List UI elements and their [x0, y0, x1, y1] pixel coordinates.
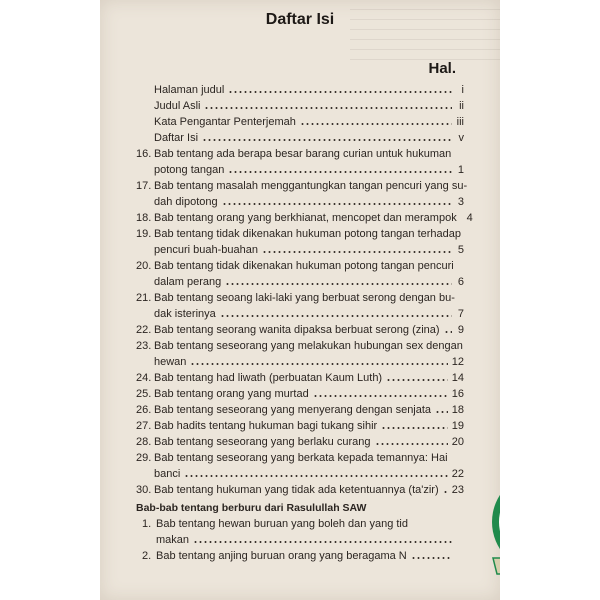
stamp-outer-ring	[492, 472, 500, 572]
toc-entry-text: Bab tentang hewan buruan yang boleh dan yang tid	[156, 518, 408, 530]
toc-page-number: 4	[466, 212, 473, 224]
toc-row	[136, 450, 464, 466]
toc-page-number: 16	[451, 388, 464, 400]
toc-page-number: 14	[451, 372, 464, 384]
dot-leader	[411, 556, 452, 560]
toc-row	[136, 370, 464, 386]
dot-leader	[190, 362, 447, 366]
toc-entry-text: Bab tentang ada berapa besar barang curian untuk hukuman	[154, 148, 452, 160]
toc-row	[136, 532, 464, 548]
toc-row	[136, 354, 464, 370]
toc-page-number: 5	[457, 244, 464, 256]
section-heading: Bab-bab tentang berburu dari Rasulullah SAW	[136, 502, 367, 514]
dot-leader	[228, 90, 452, 94]
toc-row	[136, 402, 464, 418]
toc-row	[136, 114, 464, 130]
toc-entry-text: Judul Asli	[154, 100, 201, 112]
toc-page-number: 7	[457, 308, 464, 320]
toc-entry-text: Bab tentang seseorang yang menyerang dengan senjata	[154, 404, 432, 416]
toc-number: 24.	[136, 372, 152, 384]
toc-number: 21.	[136, 292, 152, 304]
toc-entry-text: Daftar Isi	[154, 132, 199, 144]
dot-leader	[375, 442, 448, 446]
bleed-through-text	[350, 0, 500, 60]
toc-entry-text: Bab tentang seseorang yang berkata kepada temannya: Hai	[154, 452, 448, 464]
toc-entry-text: Bab tentang seseorang yang berlaku curang	[154, 436, 371, 448]
toc-entry-text: Bab hadits tentang hukuman bagi tukang sihir	[154, 420, 378, 432]
toc-number: 23.	[136, 340, 152, 352]
toc-entry-text: Bab tentang tidak dikenakan hukuman potong tangan pencuri	[154, 260, 454, 272]
toc-entry-text: potong tangan	[154, 164, 225, 176]
dot-leader	[202, 138, 452, 142]
toc-entry-text: makan	[156, 534, 190, 546]
toc-number: 29.	[136, 452, 152, 464]
toc-entry-text: Bab tentang had liwath (perbuatan Kaum Luth)	[154, 372, 383, 384]
toc-entry-text: Halaman judul	[154, 84, 225, 96]
toc-row	[136, 516, 464, 532]
toc-number: 22.	[136, 324, 152, 336]
toc-page-number: 3	[457, 196, 464, 208]
dot-leader	[300, 122, 452, 126]
toc-number: 17.	[136, 180, 152, 192]
dot-leader	[444, 330, 452, 334]
toc-row	[136, 98, 464, 114]
toc-page-number: 12	[451, 356, 464, 368]
toc-page-number: 20	[451, 436, 464, 448]
toc-entry-text: dah dipotong	[154, 196, 218, 208]
stamp-ribbon	[493, 558, 500, 574]
toc-number: 1.	[142, 518, 152, 530]
dot-leader	[222, 202, 452, 206]
toc-entry-text: Kata Pengantar Penterjemah	[154, 116, 296, 128]
dot-leader	[184, 474, 447, 478]
toc-row	[136, 274, 464, 290]
toc-page-number: 1	[457, 164, 464, 176]
toc-row	[136, 162, 464, 178]
dot-leader	[443, 490, 448, 494]
toc-row	[136, 482, 464, 498]
toc-number: 30.	[136, 484, 152, 496]
toc-row	[136, 338, 464, 354]
toc-entry-text: dalam perang	[154, 276, 222, 288]
dot-leader	[193, 540, 452, 544]
toc-row	[136, 242, 464, 258]
toc-row	[136, 290, 464, 306]
dot-leader	[435, 410, 448, 414]
toc-entry-text: Bab tentang seoang laki-laki yang berbuat serong dengan bu-	[154, 292, 455, 304]
toc-page-number: v	[458, 132, 464, 144]
toc-entry-text: banci	[154, 468, 181, 480]
toc-row	[136, 418, 464, 434]
toc-row	[136, 386, 464, 402]
toc-page-number: 19	[451, 420, 464, 432]
toc-row	[136, 306, 464, 322]
toc-entry-text: hewan	[154, 356, 187, 368]
dot-leader	[262, 250, 452, 254]
toc-entry-text: Bab tentang orang yang berkhianat, mencopet dan merampok	[154, 212, 457, 224]
book-page	[100, 0, 571, 600]
toc-entry-text: dak isterinya	[154, 308, 216, 320]
toc-number: 28.	[136, 436, 152, 448]
toc-number: 16.	[136, 148, 152, 160]
toc-row	[136, 178, 468, 194]
toc-row	[136, 466, 464, 482]
library-stamp-logo: مكتبة التميمي ١٩٩٣	[487, 442, 500, 588]
toc-row	[136, 130, 464, 146]
toc-row	[136, 548, 464, 564]
toc-row	[136, 82, 464, 98]
dot-leader	[225, 282, 452, 286]
toc-row	[136, 146, 464, 162]
toc-row	[136, 434, 464, 450]
toc-page-number: 9	[457, 324, 464, 336]
toc-page-number: ii	[459, 100, 464, 112]
toc-entry-text: Bab tentang masalah menggantungkan tangan pencuri yang su-	[154, 180, 468, 192]
toc-page-number: 22	[451, 468, 464, 480]
toc-page-number: 18	[451, 404, 464, 416]
toc-number: 19.	[136, 228, 152, 240]
toc-number: 26.	[136, 404, 152, 416]
table-of-contents	[136, 82, 473, 564]
toc-page-number: 6	[457, 276, 464, 288]
toc-row	[136, 226, 464, 242]
toc-page-number: i	[461, 84, 464, 96]
toc-entry-text: pencuri buah-buahan	[154, 244, 258, 256]
toc-number: 20.	[136, 260, 152, 272]
toc-entry-text: Bab tentang hukuman yang tidak ada ketentuannya (ta'zir)	[154, 484, 439, 496]
dot-leader	[381, 426, 448, 430]
toc-row	[136, 194, 464, 210]
dot-leader	[220, 314, 452, 318]
page-title: Daftar Isi	[265, 11, 335, 28]
toc-number: 18.	[136, 212, 152, 224]
toc-row	[136, 322, 464, 338]
toc-row	[136, 210, 473, 226]
toc-entry-text: Bab tentang orang yang murtad	[154, 388, 309, 400]
dot-leader	[228, 170, 452, 174]
toc-row	[136, 258, 464, 274]
dot-leader	[386, 378, 448, 382]
toc-entry-text: Bab tentang tidak dikenakan hukuman potong tangan terhadap	[154, 228, 462, 240]
toc-number: 27.	[136, 420, 152, 432]
toc-entry-text: Bab tentang anjing buruan orang yang beragama N	[156, 550, 407, 562]
toc-page-number: iii	[456, 116, 464, 128]
dot-leader	[204, 106, 452, 110]
page-column-label: Hal.	[428, 60, 456, 77]
toc-number: 2.	[142, 550, 152, 562]
toc-entry-text: Bab tentang seseorang yang melakukan hubungan sex dengan	[154, 340, 463, 352]
toc-number: 25.	[136, 388, 152, 400]
toc-entry-text: Bab tentang seorang wanita dipaksa berbuat serong (zina)	[154, 324, 440, 336]
stamp-inner-ring	[499, 479, 500, 565]
dot-leader	[313, 394, 448, 398]
toc-page-number: 23	[451, 484, 464, 496]
